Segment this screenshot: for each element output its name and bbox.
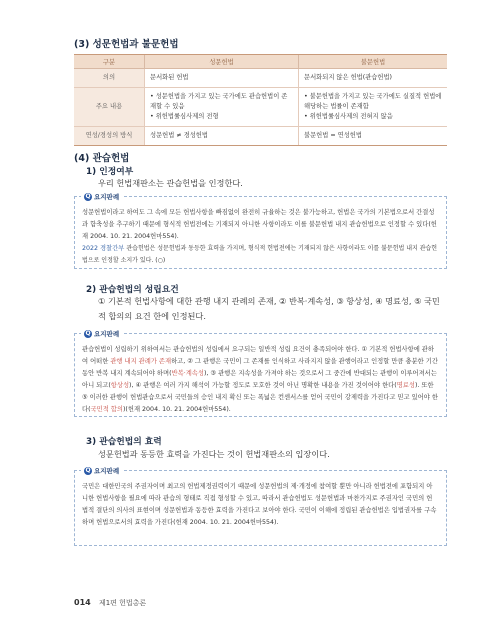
- text-run: ), ④ 관행은 여러 가지 해석이 가능할 정도로 모호한 것이 아닌 명확한 내용을 가진 것이어야 한다(: [129, 382, 397, 389]
- key-case-tag: [81, 191, 122, 203]
- magnifier-icon: Q: [85, 330, 91, 337]
- section-4-title: (4) 관습헌법: [74, 153, 130, 164]
- exam-tag: 2022 경찰간부: [82, 245, 125, 252]
- body-line: ① 기본적 헌법사항에 대한 관행 내지 관례의 존재, ② 반복·계속성, ③ 항상성, ④ 명료성, ⑤ 국민: [98, 296, 440, 306]
- table-row: [74, 127, 447, 146]
- highlighted-term: 국민적 합의: [90, 406, 123, 413]
- key-case-text: 성문헌법이라고 하여도 그 속에 모든 헌법사항을 빠짐없이 완전히 규율하는 것은 불가능하고, 헌법은 국가의 기본법으로서 간결성과 함축성을 추구하기 때문에 형식적 헌법전에는 기재되지 아니한 사항이라도 이를 불문헌법 내지 관습헌법으로 인정할 수 있다(헌재 2004. 10. 21. 2004헌마554).: [82, 209, 437, 240]
- row-label: 연성/경성의 방식: [74, 127, 145, 146]
- key-case-tag: [81, 465, 122, 477]
- cell-line: 성문헌법 ≠ 경성헌법: [150, 132, 208, 139]
- exam-note: [82, 243, 438, 267]
- subsection-3-body: 성문헌법과 동등한 효력을 가진다는 것이 헌법재판소의 입장이다.: [98, 449, 330, 459]
- table-row: [74, 69, 447, 88]
- comparison-table: [74, 54, 447, 146]
- subsection-3-title: 3) 관습헌법의 효력: [86, 437, 162, 447]
- text-run: ), ③ 관행은 지속성을 가져야 하는 것으로서 그 중간에 반대되는 관행이 이루어져서는 아니 되고(: [82, 370, 437, 389]
- key-case-text: [82, 344, 438, 416]
- key-case-box-2: [74, 330, 447, 417]
- subsection-2-title: 2) 관습헌법의 성립요건: [86, 285, 179, 295]
- magnifier-icon: Q: [85, 467, 91, 474]
- unwritten-cell: [299, 69, 448, 88]
- cell-line: • 성문헌법을 가지고 있는 국가에도 관습헌법이 존재할 수 있음: [150, 93, 288, 110]
- key-case-tag-label: 요지판례: [94, 330, 120, 338]
- footer-label: 제1편 헌법총론: [98, 599, 147, 607]
- written-cell: [145, 88, 299, 127]
- row-label: 의의: [74, 69, 145, 88]
- subsection-1-title: 1) 인정여부: [86, 167, 134, 177]
- page-number: 014: [74, 598, 91, 607]
- section-3-title: (3) 성문헌법과 불문헌법: [74, 39, 179, 50]
- cell-line: • 불문헌법을 가지고 있는 국가에도 실질적 헌법에 해당하는 법률이 존재함: [304, 93, 442, 110]
- subsection-2-body: [98, 294, 448, 324]
- page-footer: [74, 598, 146, 608]
- unwritten-cell: [299, 88, 448, 127]
- row-label: 주요 내용: [74, 88, 145, 127]
- key-case-text: 국민은 대한민국의 주권자이며 최고의 헌법제정권력이기 때문에 성문헌법의 제·개정에 참여할 뿐만 아니라 헌법전에 포함되지 아니한 헌법사항을 필요에 따라 관습의 형태로 직접 형성할 수 있고, 따라서 관습헌법도 성문헌법과 마찬가지로 주권자인 국민의 헌법적 결단의 의사의 표현이며 성문헌법과 동등한 효력을 가진다고 보아야 한다. 국민이 이해에 정립된 관습헌법은 입법권자를 구속하며 헌법으로서의 효력을 가진다(헌재 2004. 10. 21. 2004헌마554).: [82, 483, 437, 526]
- table-header-cell: 불문헌법: [299, 55, 448, 69]
- key-case-box-3: [74, 467, 447, 546]
- key-case-tag: [81, 328, 122, 340]
- subsection-1-body: 우리 헌법재판소는 관습헌법을 인정한다.: [98, 178, 243, 188]
- cell-line: 불문헌법 = 연성헌법: [304, 132, 362, 139]
- magnifier-icon: Q: [85, 193, 91, 200]
- exam-note-text: 관습헌법은 성문헌법과 동등한 효력을 가지며, 형식적 헌법전에는 기재되지 않은 사항이라도 이를 불문헌법 내지 관습헌법으로 인정할 소지가 있다. (○): [82, 245, 438, 264]
- table-header-row: [74, 55, 447, 69]
- key-case-tag-label: 요지판례: [94, 467, 120, 475]
- text-run: ). 또한 ⑤ 이러한 관행이 헌법관습으로서 국민들의 승인 내지 확신 또는 폭넓은 컨센서스를 얻어 국민이 강제력을 가진다고 믿고 있어야 한다(: [82, 382, 438, 413]
- highlighted-term: 명료성: [396, 382, 415, 389]
- table-header-cell: 구분: [74, 55, 145, 69]
- text-run: 관습헌법이 성립하기 위하여서는 관습헌법의 성립에서 요구되는 일반적 성립 요건이 충족되어야 한다. ① 기본적 헌법사항에 관하여 어떠한: [82, 346, 434, 365]
- cell-line: 문서화되지 않은 헌법(관습헌법): [304, 74, 392, 81]
- key-case-tag-label: 요지판례: [94, 193, 120, 201]
- highlighted-term: 항상성: [110, 382, 130, 389]
- table-header-cell: 성문헌법: [145, 55, 299, 69]
- highlighted-term: 관행 내지 관례가 존재: [110, 358, 172, 365]
- cell-line: 문서화된 헌법: [150, 74, 189, 81]
- unwritten-cell: [299, 127, 448, 146]
- written-cell: [145, 127, 299, 146]
- text-run: 하고, ② 그 관행은 국민이 그 존재를 인식하고 사라지지 않을 관행이라고 인정할 만큼 충분한 기간 동안 반복 내지 계속되어야 하며(: [82, 358, 438, 377]
- cell-line: • 위헌법률심사제의 전형: [150, 113, 219, 120]
- cell-line: • 위헌법률심사제의 전혀지 않음: [304, 113, 393, 120]
- text-run: )(헌재 2004. 10. 21. 2004헌마554).: [122, 406, 231, 413]
- table-row: [74, 88, 447, 127]
- written-cell: [145, 69, 299, 88]
- body-line: 적 합의의 요건 한에 인정된다.: [98, 311, 206, 321]
- key-case-box-1: [74, 193, 447, 269]
- highlighted-term: 반복·계속성: [171, 370, 204, 377]
